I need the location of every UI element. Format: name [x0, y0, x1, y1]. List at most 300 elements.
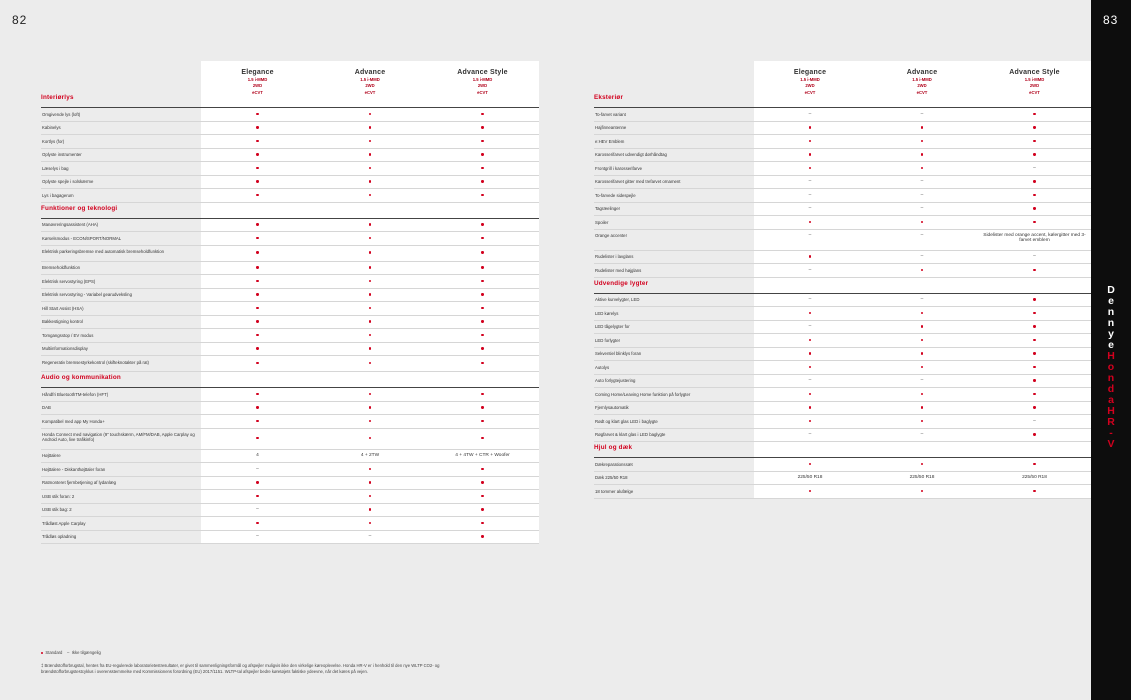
trim-spec: eCVT [477, 89, 488, 95]
dot-mark [1033, 194, 1035, 196]
dot-mark [369, 495, 371, 497]
column-header [426, 69, 539, 95]
standard-dot-icon [426, 481, 539, 486]
dot-mark [809, 140, 811, 142]
standard-dot-icon [314, 293, 426, 298]
dot-mark [481, 347, 483, 349]
dot-mark [256, 320, 258, 322]
dot-mark [481, 406, 483, 408]
standard-dot-icon [754, 166, 866, 171]
standard-dot-icon [978, 180, 1091, 185]
standard-dot-icon [314, 223, 426, 228]
standard-dot-icon [426, 419, 539, 424]
dot-mark [1033, 393, 1035, 395]
dot-mark [1033, 140, 1035, 142]
row-label: Spoiler [595, 219, 609, 225]
dot-mark [1033, 312, 1035, 314]
standard-dot-icon [201, 166, 314, 171]
row-label: Autolys [595, 364, 610, 370]
dot-mark [256, 406, 258, 408]
cell-value: – [1033, 254, 1036, 259]
cell-value: 4 + 2TW [360, 453, 380, 458]
cell-value: – [808, 378, 812, 383]
row-label: Lys i bagagerum [42, 192, 74, 198]
dot-mark [481, 468, 483, 470]
standard-dot-icon [426, 535, 539, 540]
standard-dot-icon [754, 126, 866, 131]
column-header [866, 69, 978, 95]
dot-mark [481, 481, 483, 483]
dot-mark [481, 508, 483, 510]
cell-value: – [920, 192, 924, 198]
dot-mark [1033, 325, 1035, 327]
dot-mark [481, 393, 483, 395]
dot-mark [369, 437, 371, 439]
trim-name: Advance Style [457, 69, 508, 76]
row-label: Kortlys (for) [42, 138, 65, 144]
row-label: Højttalere [42, 453, 61, 458]
standard-dot-icon [314, 521, 426, 526]
cell-value: – [256, 507, 259, 512]
section-title: Eksteriør [594, 94, 624, 101]
dot-mark [1033, 113, 1035, 115]
standard-dot-icon [314, 392, 426, 397]
dot-mark [809, 393, 811, 395]
standard-dot-icon [201, 436, 314, 441]
row-label: Karosserifarvet udvendigt dørhåndtag [595, 152, 667, 157]
row-label: Elektrisk servostyring - Variabel gearudveksling [42, 292, 132, 297]
dot-mark [809, 352, 811, 354]
standard-dot-icon [201, 347, 314, 352]
row-label: Regenerativ bremsestyrkekontrol (skifteknotakter på rat) [42, 359, 149, 365]
standard-dot-icon [978, 462, 1091, 467]
row-label: Frontgrill i karosserifarve [595, 165, 643, 171]
trim-spec: 1.5 i-MMD [472, 77, 493, 82]
side-title-letter: H [1107, 405, 1115, 417]
standard-dot-icon [426, 279, 539, 284]
dot-mark [481, 126, 483, 128]
dot-mark [369, 194, 371, 196]
dot-mark [1033, 269, 1035, 271]
trim-spec: 2WD [917, 83, 927, 89]
trim-spec: eCVT [1029, 89, 1040, 95]
dot-mark [921, 126, 923, 128]
row-label: Oplyste spejle i solskærme [42, 179, 94, 184]
dot-mark [369, 223, 371, 225]
standard-dot-icon [201, 406, 314, 411]
legend [41, 650, 101, 655]
standard-dot-icon [754, 419, 866, 424]
dot-mark [369, 393, 371, 395]
row-label: Trådløst Apple Carplay [42, 520, 86, 526]
dot-mark [369, 347, 371, 349]
standard-dot-icon [978, 392, 1091, 397]
row-label: Dækreparationssæt [595, 461, 633, 467]
standard-dot-icon [754, 338, 866, 343]
standard-dot-icon [754, 139, 866, 144]
dot-mark [1033, 433, 1035, 435]
standard-dot-icon [978, 433, 1091, 438]
dot-mark [481, 266, 483, 268]
row-label: Manøvreringsassistent (AHA) [42, 222, 99, 227]
row-label: Karosserifarvet gitter med trefarvet ornament [595, 179, 681, 184]
standard-dot-icon [314, 266, 426, 271]
standard-dot-icon [201, 419, 314, 424]
cell-value: – [808, 432, 812, 437]
trim-spec: 1.5 i-MMD [247, 77, 268, 82]
standard-dot-icon [866, 406, 978, 411]
dot-mark [369, 293, 371, 295]
section-title: Hjul og dæk [594, 444, 633, 451]
row-label: Auto forlygtejustering [595, 378, 636, 383]
row-label: Bakkestigning kontrol [42, 319, 83, 324]
standard-dot-icon [201, 223, 314, 228]
row-label: Bremseholdfunktion [42, 265, 80, 270]
side-title-letter: d [1107, 383, 1115, 395]
dot-mark [809, 406, 811, 408]
standard-dot-icon [314, 306, 426, 311]
legend-dash: – [67, 650, 70, 655]
row-label: Rudelister med højglans [595, 267, 642, 273]
dot-mark [256, 347, 258, 349]
standard-dot-icon [978, 268, 1091, 273]
dot-mark [481, 307, 483, 309]
dot-mark [369, 140, 371, 142]
dot-mark [809, 490, 811, 492]
dot-mark [809, 463, 811, 465]
dot-mark [921, 339, 923, 341]
side-title [1102, 285, 1120, 450]
standard-dot-icon [314, 112, 426, 117]
dot-mark [1033, 298, 1035, 300]
standard-dot-icon [866, 311, 978, 316]
standard-dot-icon [314, 193, 426, 198]
side-title-letter: o [1107, 361, 1115, 373]
row-label: LED kørelys [595, 310, 619, 316]
trim-spec: 2WD [477, 83, 488, 89]
standard-dot-icon [314, 139, 426, 144]
row-label: Trådløs opladning [42, 534, 77, 539]
dot-mark [809, 366, 811, 368]
dot-mark [369, 481, 371, 483]
standard-dot-icon [978, 112, 1091, 117]
row-label: Håndfri BluetoothTM-telefon (HFT) [42, 391, 109, 397]
dot-mark [481, 522, 483, 524]
cell-value: – [808, 267, 812, 273]
row-label: Kabinelys [42, 125, 61, 130]
standard-dot-icon [201, 251, 314, 256]
standard-dot-icon [201, 139, 314, 144]
trim-spec: eCVT [916, 89, 928, 95]
column-header [314, 69, 426, 95]
standard-dot-icon [754, 220, 866, 225]
dot-mark [369, 334, 371, 336]
row-label: Kompatibel med app My Honda+ [42, 418, 105, 424]
row-label: USB stik bag: 2 [42, 507, 72, 512]
dot-mark [256, 251, 258, 253]
trim-spec: 1.5 i-MMD [1024, 77, 1045, 82]
section-title: Funktioner og teknologi [41, 204, 118, 212]
row-label: Orange accenter [595, 233, 628, 238]
cell-value: – [920, 297, 924, 302]
standard-dot-icon [426, 193, 539, 198]
row-label: Dæk 225/50 R18 [595, 475, 628, 480]
standard-dot-icon [978, 352, 1091, 357]
dot-mark [921, 463, 923, 465]
dot-mark [256, 334, 258, 336]
dot-mark [369, 420, 371, 422]
cell-value: – [1033, 165, 1036, 171]
standard-dot-icon [978, 325, 1091, 330]
row-label: Røgfarvet & klart glas i LED baglygte [595, 432, 666, 437]
standard-dot-icon [426, 266, 539, 271]
standard-dot-icon [314, 279, 426, 284]
row-label: Oplyste instrumenter [42, 152, 82, 157]
dot-mark [369, 280, 371, 282]
dot-mark [921, 153, 923, 155]
dot-mark [256, 266, 258, 268]
standard-dot-icon [314, 153, 426, 158]
row-label: Aktive kurvelygter, LED [595, 297, 640, 302]
standard-dot-icon [978, 298, 1091, 303]
standard-dot-icon [866, 392, 978, 397]
dot-mark [921, 420, 923, 422]
cell-value: Sidelister med orange accent, kølergitter med 3-farvet emblem [983, 233, 1086, 244]
dot-mark [921, 352, 923, 354]
section-title: Interiørlys [41, 94, 74, 101]
standard-dot-icon [866, 325, 978, 330]
dot-mark [256, 393, 258, 395]
standard-dot-icon [314, 508, 426, 513]
cell-value: – [920, 206, 924, 211]
row-label: Tomgangsstop / EV modus [42, 332, 94, 338]
row-label: Rudelister i lavglans [595, 254, 634, 259]
side-title-letter: e [1108, 295, 1114, 307]
dot-mark [921, 393, 923, 395]
standard-dot-icon [866, 220, 978, 225]
section-title: Audio og kommunikation [41, 374, 121, 381]
standard-dot-icon [201, 521, 314, 526]
row-label: To-farvet variant [595, 111, 626, 117]
dot-mark [809, 420, 811, 422]
trim-spec: 1.5 i-MMD [360, 77, 380, 82]
cell-value: – [368, 534, 372, 539]
footnote: ‡ Brændstofforbrugstal, hentes fra EU-regulerede laboratorietestresultater, er givet til sammenligningsformål og afspejler muligvis ikke den virkelige køreoplevelse. Honda HR-V er i henhold til den nye WLTP CO2- og brændstofforbrugstestcyklus i overensstemmelse med Kommissionens forordning (EU) 2017/1151. WLTP-tal afspejler bedre køretøjets faktiske ydeevne, når det køres på vejen. [41, 663, 440, 675]
trim-name: Elegance [241, 69, 274, 76]
row-label: LED tågelygter for [595, 324, 630, 329]
row-label: To-farvede sidespejle [595, 192, 636, 198]
dot-mark [921, 490, 923, 492]
row-label: Tagræelinger [595, 206, 621, 211]
cell-value: – [808, 206, 812, 211]
standard-dot-icon [426, 333, 539, 338]
standard-dot-icon [426, 112, 539, 117]
column-header [201, 69, 314, 95]
row-label: Hajfinneantenne [595, 125, 627, 130]
standard-dot-icon [426, 293, 539, 298]
dot-mark [256, 167, 258, 169]
row-label: Coming Home/Leaving Home funktion på forlygter [595, 391, 691, 397]
row-label: LED forlygter [595, 337, 621, 343]
standard-dot-icon [426, 180, 539, 185]
standard-dot-icon [201, 361, 314, 366]
dot-mark [256, 153, 258, 155]
side-title-letter: n [1107, 372, 1115, 384]
row-label: e:HEV Emblem [595, 138, 625, 144]
page-number-right: 83 [1103, 13, 1119, 27]
dot-mark [481, 280, 483, 282]
standard-dot-icon [426, 251, 539, 256]
standard-dot-icon [426, 361, 539, 366]
dot-mark [256, 180, 258, 182]
dot-mark [369, 251, 371, 253]
standard-dot-icon [978, 139, 1091, 144]
standard-dot-icon [754, 406, 866, 411]
standard-dot-icon [426, 508, 539, 513]
standard-dot-icon [201, 481, 314, 486]
standard-dot-icon [754, 392, 866, 397]
standard-dot-icon [978, 193, 1091, 198]
side-title-letter: - [1109, 427, 1113, 439]
cell-value: – [808, 179, 812, 184]
row-label: Omgivende lys (loft) [42, 111, 81, 117]
standard-dot-icon [41, 652, 43, 654]
trim-name: Advance [906, 69, 938, 76]
dot-mark [256, 522, 258, 524]
standard-dot-icon [201, 236, 314, 241]
dot-mark [1033, 379, 1035, 381]
standard-dot-icon [314, 347, 426, 352]
row-label: Sekventiel blinklys foran [595, 351, 642, 356]
dot-mark [369, 113, 371, 115]
dot-mark [809, 153, 811, 155]
cell-value: – [256, 466, 259, 472]
standard-dot-icon [978, 489, 1091, 494]
trim-spec: eCVT [804, 89, 816, 95]
dot-mark [256, 481, 258, 483]
dot-mark [256, 237, 258, 239]
dot-mark [369, 522, 371, 524]
standard-dot-icon [754, 352, 866, 357]
standard-dot-icon [978, 379, 1091, 384]
dot-mark [921, 221, 923, 223]
trim-spec: 1.5 i-MMD [912, 77, 932, 82]
side-title-letter: n [1107, 306, 1115, 318]
row-label: Hill Start Assist (HSA) [42, 305, 84, 311]
dot-mark [1033, 366, 1035, 368]
dot-mark [809, 312, 811, 314]
cell-value: – [920, 233, 924, 238]
dot-mark [481, 495, 483, 497]
row-label: Fjernlysautomatik [595, 405, 629, 410]
row-label: Kørselsmodus - ECON/SPORT/NORMAL [42, 235, 122, 241]
standard-dot-icon [314, 166, 426, 171]
standard-dot-icon [978, 220, 1091, 225]
standard-dot-icon [866, 268, 978, 273]
standard-dot-icon [754, 365, 866, 370]
cell-value: – [808, 233, 812, 238]
dot-mark [256, 362, 258, 364]
standard-dot-icon [314, 361, 426, 366]
standard-dot-icon [866, 419, 978, 424]
standard-dot-icon [866, 126, 978, 131]
row-label: Elektrisk servostyring (EPS) [42, 278, 96, 284]
standard-dot-icon [201, 112, 314, 117]
cell-value: 225/50 R18 [797, 475, 823, 480]
dot-mark [1033, 352, 1035, 354]
standard-dot-icon [314, 467, 426, 472]
standard-dot-icon [201, 306, 314, 311]
dot-mark [481, 140, 483, 142]
cell-value: – [808, 192, 812, 198]
dot-mark [1033, 180, 1035, 182]
dot-mark [369, 307, 371, 309]
dot-mark [481, 194, 483, 196]
row-label: Ratmonteret fjernbetjening af lydanlæg [42, 480, 117, 485]
standard-dot-icon [426, 320, 539, 325]
standard-dot-icon [866, 166, 978, 171]
standard-dot-icon [426, 166, 539, 171]
standard-dot-icon [201, 279, 314, 284]
standard-dot-icon [314, 180, 426, 185]
trim-spec: 2WD [252, 83, 263, 89]
dot-mark [809, 255, 811, 257]
trim-name: Advance [354, 69, 386, 76]
standard-dot-icon [978, 338, 1091, 343]
side-title-letter: D [1107, 284, 1115, 296]
standard-dot-icon [314, 236, 426, 241]
standard-dot-icon [426, 347, 539, 352]
standard-dot-icon [754, 153, 866, 158]
cell-value: – [920, 432, 924, 437]
dot-mark [256, 437, 258, 439]
row-label: Honda Connect med navigation (9" touchskærm, AM/FM/DAB, Apple Carplay og Android Auto, live trafikinfo) [42, 432, 195, 443]
row-label: Rødt og klart glas LED i baglygte [595, 418, 658, 424]
dot-mark [1033, 207, 1035, 209]
standard-dot-icon [426, 236, 539, 241]
trim-spec: 2WD [365, 83, 375, 89]
standard-dot-icon [426, 521, 539, 526]
standard-dot-icon [754, 489, 866, 494]
row-label: Højttalere - Diskanthøjttaler foran [42, 466, 106, 472]
dot-mark [256, 280, 258, 282]
legend-na: Ikke tilgængelig [71, 650, 101, 655]
cell-value: – [808, 324, 812, 329]
dot-mark [369, 153, 371, 155]
dot-mark [369, 406, 371, 408]
dot-mark [809, 339, 811, 341]
section-title: Udvendige lygter [594, 279, 649, 287]
dot-mark [256, 307, 258, 309]
dot-mark [481, 180, 483, 182]
dot-mark [369, 237, 371, 239]
dot-mark [921, 325, 923, 327]
standard-dot-icon [201, 320, 314, 325]
trim-spec: eCVT [364, 89, 376, 95]
standard-dot-icon [426, 392, 539, 397]
row-label: Multiinformationsdisplay [42, 346, 88, 351]
standard-dot-icon [201, 126, 314, 131]
standard-dot-icon [201, 193, 314, 198]
standard-dot-icon [426, 406, 539, 411]
dot-mark [256, 194, 258, 196]
dot-mark [369, 167, 371, 169]
standard-dot-icon [426, 139, 539, 144]
dot-mark [256, 140, 258, 142]
standard-dot-icon [314, 419, 426, 424]
dot-mark [1033, 221, 1035, 223]
cell-value: – [920, 111, 924, 117]
